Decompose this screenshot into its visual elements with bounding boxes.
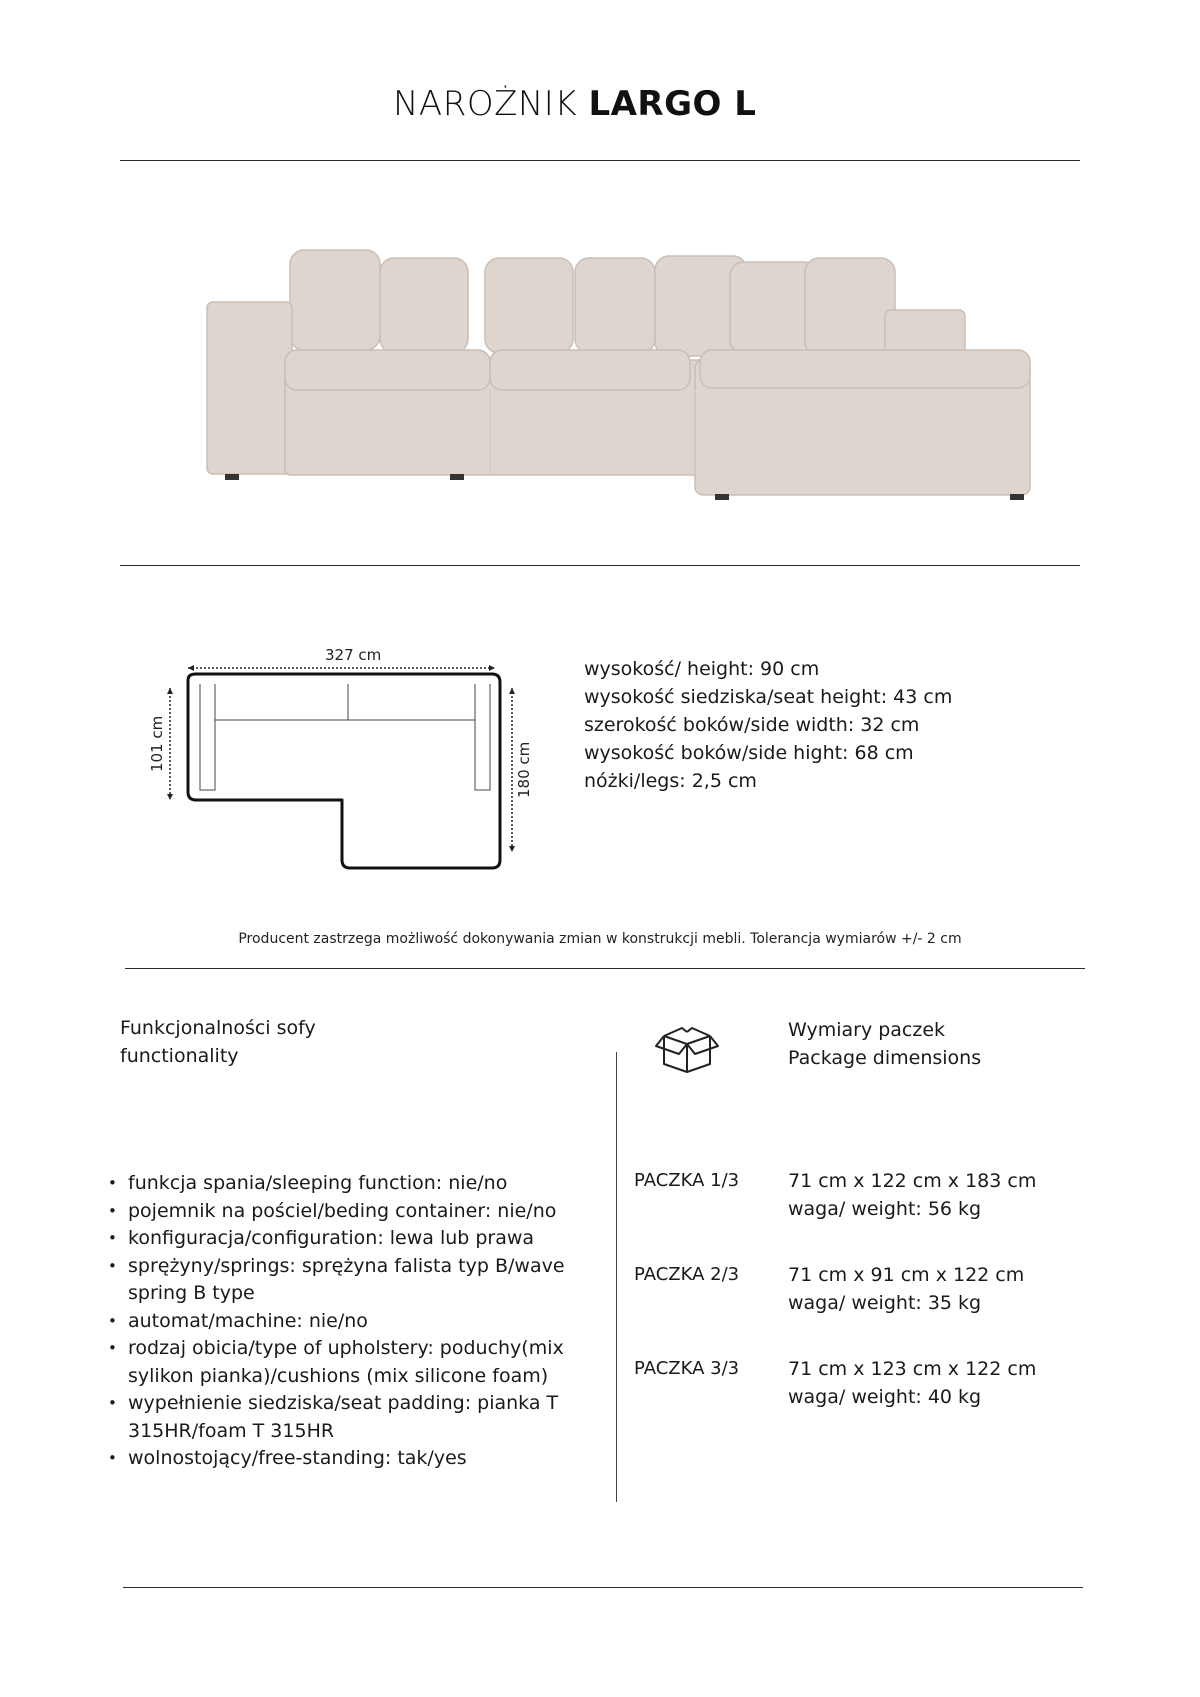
functionality-list — [108, 1170, 608, 1473]
spec-side-width: szerokość boków/side width: 32 cm — [584, 714, 920, 736]
package-values — [788, 1167, 1036, 1223]
package-dims: 71 cm x 123 cm x 122 cm — [788, 1358, 1037, 1380]
list-item: • sprężyny/springs: sprężyna falista typ B/wave spring B type — [108, 1253, 608, 1308]
packages-heading — [788, 1016, 981, 1072]
disclaimer: Producent zastrzega możliwość dokonywania zmian w konstrukcji mebli. Tolerancja wymiarów +/- 2 cm — [238, 931, 962, 947]
package-label: PACZKA 2/3 — [634, 1264, 740, 1285]
packages-heading-pl: Wymiary paczek — [788, 1019, 946, 1041]
chaise-cushion — [700, 350, 1030, 388]
spec-legs: nóżki/legs: 2,5 cm — [584, 770, 757, 792]
list-item: • funkcja spania/sleeping function: nie/no — [108, 1170, 608, 1198]
back-cushion — [380, 258, 468, 353]
functionality-heading — [120, 1014, 316, 1070]
seat-cushion — [490, 350, 690, 390]
product-photo — [195, 240, 1035, 510]
specs-list — [584, 655, 952, 795]
functionality-heading-en: functionality — [120, 1045, 239, 1067]
packages-heading-en: Package dimensions — [788, 1047, 982, 1069]
package-weight: waga/ weight: 56 kg — [788, 1198, 982, 1220]
list-item: • konfiguracja/configuration: lewa lub prawa — [108, 1225, 608, 1253]
list-item: • automat/machine: nie/no — [108, 1308, 608, 1336]
list-item: • pojemnik na pościel/beding container: nie/no — [108, 1198, 608, 1226]
left-armrest — [207, 302, 292, 474]
divider-bottom — [123, 1587, 1083, 1588]
list-item: • rodzaj obicia/type of upholstery: poduchy(mix sylikon pianka)/cushions (mix silicone foam) — [108, 1335, 608, 1390]
back-cushion — [290, 250, 380, 350]
seat-cushion — [285, 350, 490, 390]
list-item: • wolnostojący/free-standing: tak/yes — [108, 1445, 608, 1473]
package-weight: waga/ weight: 35 kg — [788, 1292, 982, 1314]
dimension-diagram — [140, 640, 540, 890]
spec-seat-height: wysokość siedziska/seat height: 43 cm — [584, 686, 953, 708]
title-prefix: NAROŻNIK — [393, 84, 578, 124]
title-product-name: LARGO L — [588, 84, 757, 124]
package-dims: 71 cm x 91 cm x 122 cm — [788, 1264, 1025, 1286]
page-title — [393, 84, 756, 124]
package-label: PACZKA 3/3 — [634, 1358, 740, 1379]
divider-disclaimer — [125, 968, 1085, 969]
back-cushion — [485, 258, 573, 353]
package-values — [788, 1261, 1024, 1317]
divider-photo — [120, 565, 1080, 566]
package-label: PACZKA 1/3 — [634, 1170, 740, 1191]
back-cushion — [575, 258, 655, 353]
width-dimension-label: 327 cm — [325, 646, 382, 664]
package-values — [788, 1355, 1036, 1411]
package-weight: waga/ weight: 40 kg — [788, 1386, 982, 1408]
length-dimension-label: 180 cm — [515, 741, 533, 798]
list-item: • wypełnienie siedziska/seat padding: pianka T 315HR/foam T 315HR — [108, 1390, 608, 1445]
package-dims: 71 cm x 122 cm x 183 cm — [788, 1170, 1037, 1192]
functionality-heading-pl: Funkcjonalności sofy — [120, 1017, 316, 1039]
package-box-icon — [652, 1018, 722, 1074]
back-cushion — [805, 258, 895, 356]
depth-dimension-label: 101 cm — [148, 715, 166, 772]
spec-height: wysokość/ height: 90 cm — [584, 658, 820, 680]
divider-top — [120, 160, 1080, 161]
spec-side-height: wysokość boków/side hight: 68 cm — [584, 742, 914, 764]
column-divider — [616, 1052, 617, 1502]
